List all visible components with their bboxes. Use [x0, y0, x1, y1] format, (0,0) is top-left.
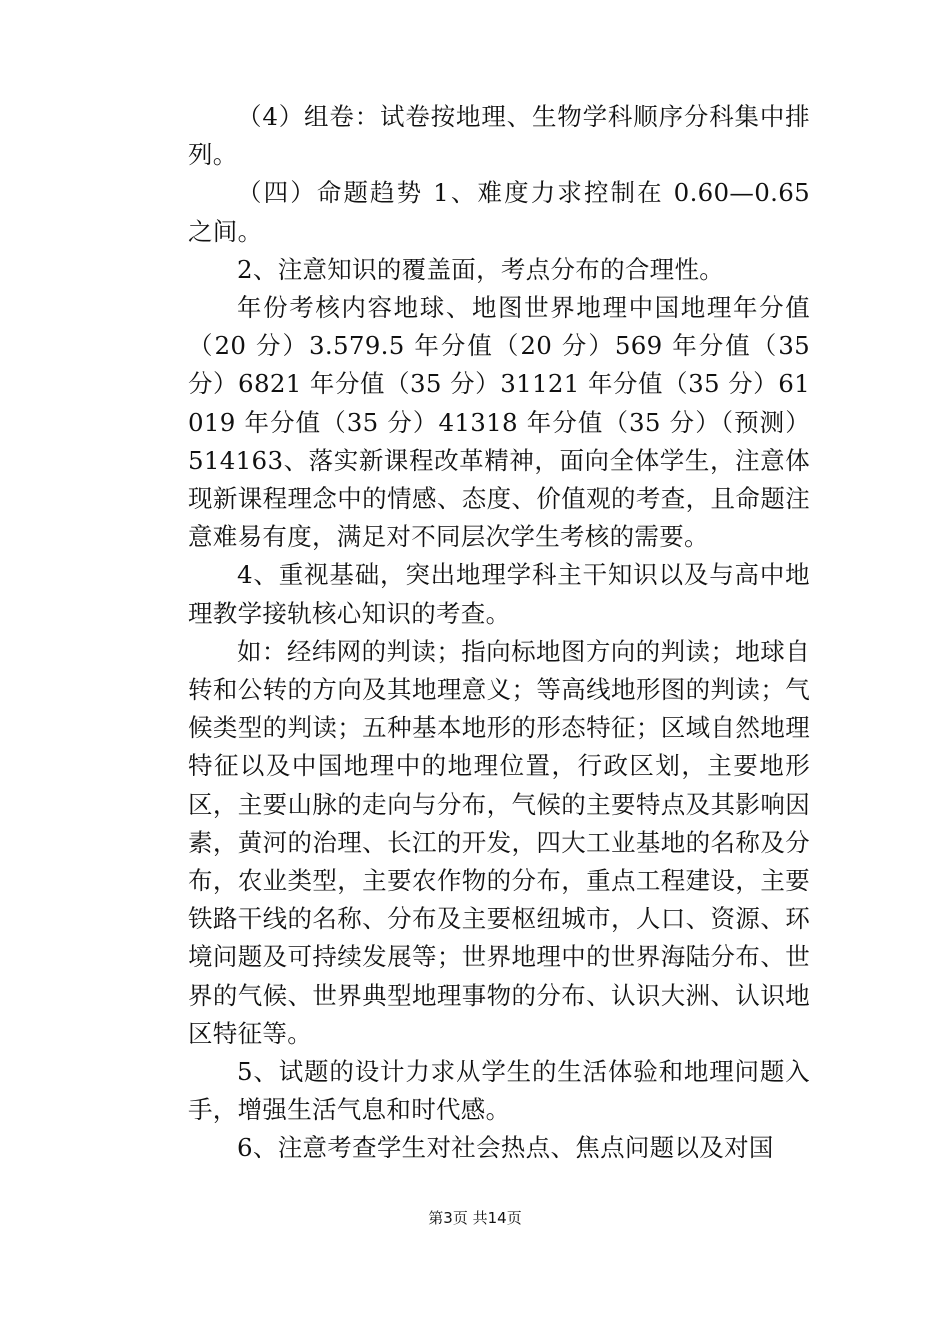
paragraph-paper-assembly: （4）组卷：试卷按地理、生物学科顺序分科集中排列。	[188, 102, 810, 170]
document-body	[188, 98, 810, 1168]
paragraph-coverage: 2、注意知识的覆盖面，考点分布的合理性。	[237, 254, 725, 284]
paragraph-hot-topics: 6、注意考查学生对社会热点、焦点问题以及对国	[237, 1133, 774, 1163]
paragraph-examples: 如：经纬网的判读；指向标地图方向的判读；地球自转和公转的方向及其地理意义；等高线地形图的判读；气候类型的判读；五种基本地形的形态特征；区域自然地理特征以及中国地理中的地理位置，行政区划，主要地形区，主要山脉的走向与分布，气候的主要特点及其影响因素，黄河的治理、长江的开发，四大工业基地的名称及分布，农业类型，主要农作物的分布，重点工程建设，主要铁路干线的名称、分布及主要枢纽城市，人口、资源、环境问题及可持续发展等；世界地理中的世界海陆分布、世界的气候、世界典型地理事物的分布、认识大洲、认识地区特征等。	[188, 636, 810, 1048]
paragraph-score-values: 年份考核内容地球、地图世界地理中国地理年分值（20 分）3.579.5 年分值（20 分）569 年分值（35 分）6821 年分值（35 分）31121 年分值（35 分）61019 年分值（35 分）41318 年分值（35 分）（预测）514163、落实新课程改革精神，面向全体学生，注意体现新课程理念中的情感、态度、价值观的考查，且命题注意难易有度，满足对不同层次学生考核的需要。	[188, 293, 810, 552]
paragraph-life-experience: 5、试题的设计力求从学生的生活体验和地理问题入手，增强生活气息和时代感。	[188, 1057, 810, 1125]
paragraph-basics: 4、重视基础，突出地理学科主干知识以及与高中地理教学接轨核心知识的考查。	[188, 560, 810, 628]
paragraph-exam-trend: （四）命题趋势 1、难度力求控制在 0.60—0.65 之间。	[188, 178, 810, 246]
page-number-footer: 第3页 共14页	[428, 1209, 522, 1227]
